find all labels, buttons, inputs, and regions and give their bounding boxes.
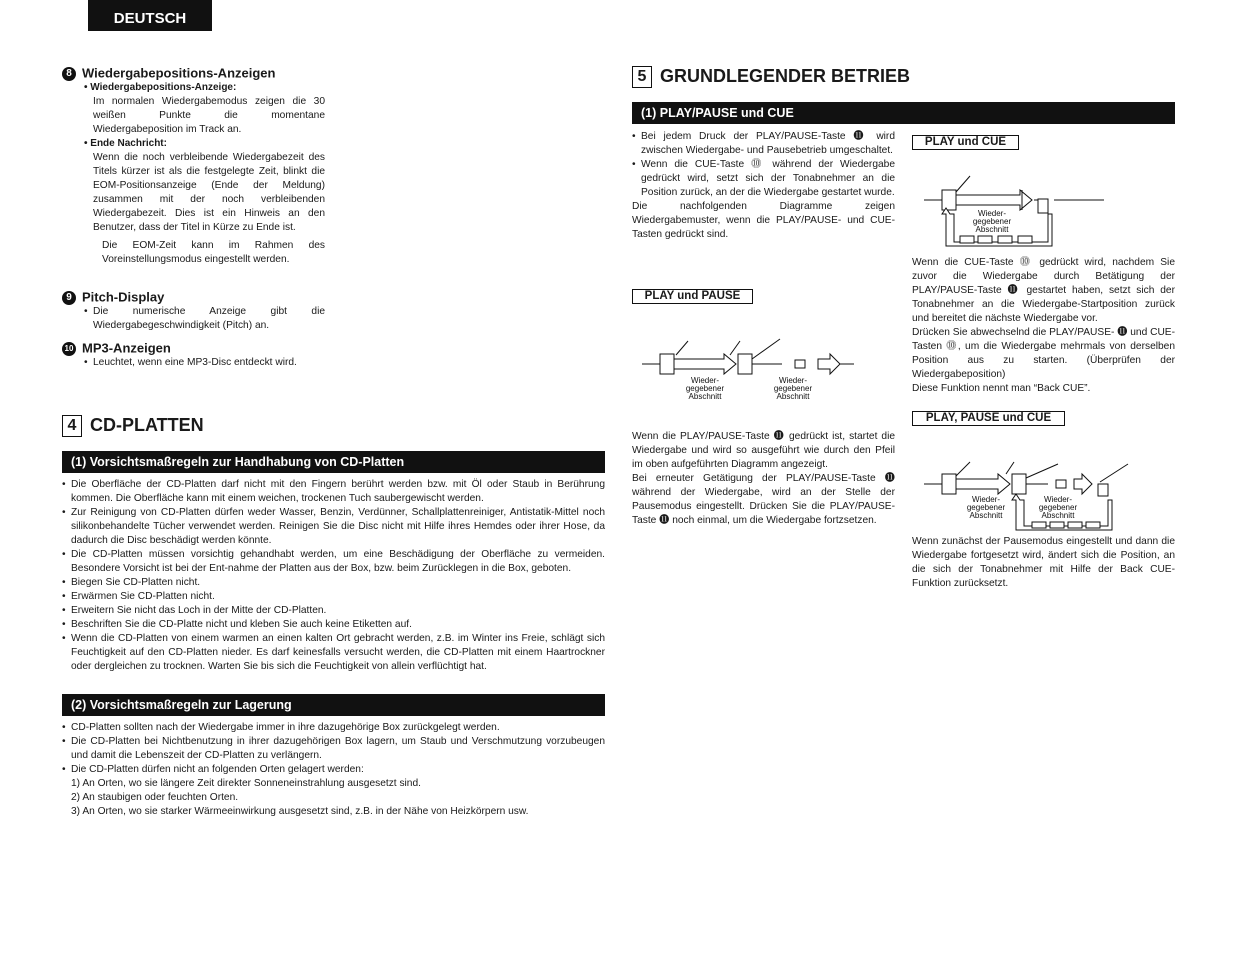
paragraph: Wenn die CUE-Taste ⓾ gedrückt wird, nachdem Sie zuvor die Wiedergabe durch Betätigung der PLAY/PAUSE-Taste ⓫ gestartet haben, setzt sich der Tonabnehmer an die Wiedergabe-Startposition zurück und bereitet die nächste Wiedergabe vor. [912, 257, 1175, 324]
item-8-body [84, 81, 325, 267]
right-text-lower [912, 535, 1175, 591]
section-4-title: CD-PLATTEN [90, 415, 204, 435]
diagram-pointer [1100, 464, 1128, 482]
list-item-text: Die Oberfläche der CD-Platten darf nicht mit den Fingern berührt werden bzw. mit Öl oder Staub in Berührung kommen. Die Oberfläche kann mit einem weichen, trockenen Tuch saubergewischt werden. [71, 479, 605, 504]
diagram-pointer [730, 341, 740, 355]
label-play-pause: PLAY und PAUSE [632, 289, 753, 304]
list-item: • Die numerische Anzeige gibt die Wiedergabegeschwindigkeit (Pitch) an. [84, 306, 325, 331]
diagram-arrow-resume [818, 354, 840, 374]
item-10-heading [62, 340, 324, 357]
item-8-heading [62, 65, 324, 82]
diagram-dot [998, 236, 1012, 243]
list-item-text: Zur Reinigung von CD-Platten dürfen weder Wasser, Benzin, Verdünner, Schallplattenreiniger, Antistatik-Mittel noch silikonbehandelte Tücher verwendet werden. Reinigen Sie die Disc nicht mit Hilfe ihres Hemdes oder ihrer Hose, da dadurch die Disc beschädigt werden könnte. [71, 507, 605, 546]
subsection-bar-handling: (1) Vorsichtsmaßregeln zur Handhabung von CD-Platten [62, 451, 605, 473]
diagram-dot [1018, 236, 1032, 243]
diagram-pointer [676, 341, 688, 355]
diagram-pointer [956, 462, 970, 476]
diagram-dot [1050, 522, 1064, 528]
item-10-body [84, 356, 325, 370]
diagram-block-pause [738, 354, 752, 374]
handling-list [62, 478, 605, 674]
paragraph: Die nachfolgenden Diagramme zeigen Wiedergabemuster, wenn die PLAY/PAUSE- und CUE-Tasten gedrückt sind. [632, 201, 895, 240]
subsection-bar-storage: (2) Vorsichtsmaßregeln zur Lagerung [62, 694, 605, 716]
place-item: 1) An Orten, wo sie längere Zeit direkter Sonneneinstrahlung ausgesetzt sind. [71, 778, 421, 789]
list-item-text: CD-Platten sollten nach der Wiedergabe immer in ihre dazugehörige Box zurückgelegt werden. [71, 722, 500, 733]
list-item: • Die CD-Platten bei Nichtbenutzung in ihrer dazugehörigen Box lagern, um Staub und Verschmutzung vorzubeugen und damit die Lebenszeit der CD-Platten zu verlängern. [62, 736, 605, 761]
section-5-heading [632, 65, 1032, 88]
item-number-10: 10 [62, 342, 76, 356]
item-number-9: 9 [62, 291, 76, 305]
list-item: • Biegen Sie CD-Platten nicht. [62, 577, 201, 588]
diagram-label: Wieder-gegebener Abschnitt [972, 209, 1012, 234]
storage-list [62, 721, 605, 819]
list-item-text: Erweitern Sie nicht das Loch in der Mitte der CD-Platten. [71, 605, 327, 616]
place-item: 2) An staubigen oder feuchten Orten. [71, 792, 239, 803]
diagram-play-pause-cue [912, 460, 1142, 534]
list-item-text: Die numerische Anzeige gibt die Wiedergabegeschwindigkeit (Pitch) an. [93, 306, 325, 331]
diagram-block-start [942, 190, 956, 210]
list-item-text: Biegen Sie CD-Platten nicht. [71, 577, 201, 588]
diagram-pointer [956, 176, 970, 192]
list-item: • Leuchtet, wenn eine MP3-Disc entdeckt wird. [84, 357, 297, 368]
paragraph: Drücken Sie abwechselnd die PLAY/PAUSE- ⓫ und CUE-Tasten ⓾, um die Wiedergabe mehrmals von derselben Position aus zu starten. (Überprüfen der Wiedergabeposition) [912, 327, 1175, 380]
list-item: • Die CD-Platten dürfen nicht an folgenden Orten gelagert werden: [62, 764, 364, 775]
paragraph: Wenn die PLAY/PAUSE-Taste ⓫ gedrückt ist, startet die Wiedergabe und wird so ausgeführt wie durch den Pfeil im oben aufgeführten Diagramm angezeigt. [632, 431, 895, 470]
list-item-text: Wenn die CUE-Taste ⓾ während der Wiedergabe gedrückt wird, setzt sich der Tonabnehmer an die Position zurück, an der die Wiedergabe gestartet wurde. [641, 159, 895, 198]
bullet-title: • Wiedergabepositions-Anzeige: [84, 82, 237, 93]
diagram-arrow-play [956, 190, 1032, 210]
list-item: • Bei jedem Druck der PLAY/PAUSE-Taste ⓫ wird zwischen Wiedergabe- und Pausebetrieb umgeschaltet. [632, 131, 895, 156]
item-9-heading [62, 289, 324, 306]
list-item-text: Beschriften Sie die CD-Platte nicht und kleben Sie auch keine Etiketten auf. [71, 619, 412, 630]
bullet-title-text: Ende Nachricht: [90, 138, 167, 149]
paragraph: Bei erneuter Getätigung der PLAY/PAUSE-Taste ⓫ während der Wiedergabe, wird an der Stelle der Pausemodus eingestellt. Drücken Sie die PLAY/PAUSE-Taste ⓫ noch einmal, um die Wiedergabe fortzsetzen. [632, 473, 895, 526]
item-number-8: 8 [62, 67, 76, 81]
diagram-pointer [752, 339, 780, 359]
section-number-5: 5 [632, 66, 652, 88]
diagram-marker [1038, 199, 1048, 213]
diagram-play-cue [912, 172, 1112, 248]
list-item: • Wenn die CUE-Taste ⓾ während der Wiedergabe gedrückt wird, setzt sich der Tonabnehmer an die Position zurück, an der die Wiedergabe gestartet wurde. [632, 159, 895, 198]
note-text: Die EOM-Zeit kann im Rahmen des Voreinstellungsmodus eingestellt werden. [102, 240, 325, 265]
diagram-dot [1032, 522, 1046, 528]
item-9-body [84, 305, 325, 333]
bullet-text: Im normalen Wiedergabemodus zeigen die 30 weißen Punkte die momentane Wiedergabeposition im Track an. [93, 96, 325, 135]
diagram-marker [1056, 480, 1066, 488]
bullet-text: Wenn die noch verbleibende Wiedergabezeit des Titels kürzer ist als die festgelegte Zeit, blinkt die EOM-Positionsanzeige (Ende der Meldung) zusammen mit der noch verbleibenden Wiedergabezeit. Dies ist ein Hinweis an den Benutzer, dass der Titel in Kürze zu Ende ist. [93, 152, 325, 233]
list-item: • Erweitern Sie nicht das Loch in der Mitte der CD-Platten. [62, 605, 327, 616]
diagram-dot [1086, 522, 1100, 528]
diagram-block-pause [1012, 474, 1026, 494]
diagram-arrow-resume [1074, 474, 1092, 494]
list-item-text: Die CD-Platten bei Nichtbenutzung in ihrer dazugehörigen Box lagern, um Staub und Verschmutzung vorzubeugen und damit die Lebenszeit der CD-Platten zu verlängern. [71, 736, 605, 761]
list-item-text: Leuchtet, wenn eine MP3-Disc entdeckt wird. [93, 357, 297, 368]
item-10-title: MP3-Anzeigen [82, 340, 171, 356]
list-item: • Erwärmen Sie CD-Platten nicht. [62, 591, 215, 602]
item-9-title: Pitch-Display [82, 289, 165, 305]
list-item: • CD-Platten sollten nach der Wiedergabe immer in ihre dazugehörige Box zurückgelegt werden. [62, 722, 500, 733]
paragraph: Wenn zunächst der Pausemodus eingestellt und dann die Wiedergabe fortgesetzt wird, ändert sich die Position, an die sich der Tonabnehmer mit Hilfe der Back CUE-Funktion zurücksetzt. [912, 536, 1175, 589]
label-play-pause-cue: PLAY, PAUSE und CUE [912, 411, 1065, 426]
list-item-text: Die CD-Platten müssen vorsichtig gehandhabt werden, um eine Beschädigung der Oberfläche zu vermeiden. Besondere Vorsicht ist bei der Ent-nahme der Platten aus der Box, bzw. beim Zurücklegen in die Box, geboten. [71, 549, 605, 574]
list-item: • Die Oberfläche der CD-Platten darf nicht mit den Fingern berührt werden bzw. mit Öl oder Staub in Berührung kommen. Die Oberfläche kann mit einem weichen, trockenen Tuch saubergewischt werden. [62, 479, 605, 504]
diagram-label: Wieder-gegebener Abschnitt [685, 376, 725, 401]
diagram-block-start [942, 474, 956, 494]
diagram-play-pause [632, 335, 862, 405]
diagram-label: Wieder-gegebener Abschnitt [773, 376, 813, 401]
diagram-pointer [1006, 462, 1014, 474]
places-list [62, 777, 605, 819]
list-item-text: Die CD-Platten dürfen nicht an folgenden Orten gelagert werden: [71, 764, 364, 775]
subsection-bar-play-pause-cue: (1) PLAY/PAUSE und CUE [632, 102, 1175, 124]
list-item-text: Wenn die CD-Platten von einem warmen an einen kalten Ort gebracht werden, z.B. im Winter ins Freie, schlägt sich Feuchtigkeit auf den CD-Platten nieder. Es darf keinesfalls versucht werden, die CD-Platten mit einem Haartrockner oder dergleichen zu trocknen. Warten Sie bis sich die Feuchtigkeit von allein verflüchtigt hat. [71, 633, 605, 672]
middle-text-column [632, 130, 895, 242]
bullet-title: • Ende Nachricht: [84, 138, 167, 149]
diagram-label: Wieder-gegebener Abschnitt [1038, 495, 1078, 520]
diagram-label: Wieder-gegebener Abschnitt [966, 495, 1006, 520]
section-number-4: 4 [62, 415, 82, 437]
paragraph: Diese Funktion nennt man “Back CUE”. [912, 383, 1091, 394]
diagram-marker [1098, 484, 1108, 496]
diagram-block-start [660, 354, 674, 374]
item-8-title: Wiedergabepositions-Anzeigen [82, 65, 276, 81]
diagram-pointer [1026, 464, 1058, 478]
diagram-arrow-play [674, 354, 736, 374]
bullet-title-text: Wiedergabepositions-Anzeige: [90, 82, 237, 93]
middle-text-lower [632, 430, 895, 528]
right-text-column [912, 256, 1175, 396]
diagram-arrow-play [956, 474, 1010, 494]
list-item: • Beschriften Sie die CD-Platte nicht und kleben Sie auch keine Etiketten auf. [62, 619, 412, 630]
diagram-marker [795, 360, 805, 368]
diagram-dot [978, 236, 992, 243]
place-item: 3) An Orten, wo sie starker Wärmeeinwirkung ausgesetzt sind, z.B. in der Nähe von Heizkörpern usw. [71, 806, 529, 817]
list-item-text: Bei jedem Druck der PLAY/PAUSE-Taste ⓫ wird zwischen Wiedergabe- und Pausebetrieb umgeschaltet. [641, 131, 895, 156]
section-5-title: GRUNDLEGENDER BETRIEB [660, 66, 911, 86]
list-item: • Die CD-Platten müssen vorsichtig gehandhabt werden, um eine Beschädigung der Oberfläche zu vermeiden. Besondere Vorsicht ist bei der Ent-nahme der Platten aus der Box, bzw. beim Zurücklegen in die Box, geboten. [62, 549, 605, 574]
label-play-cue: PLAY und CUE [912, 135, 1019, 150]
diagram-dot [960, 236, 974, 243]
language-tab: DEUTSCH [88, 0, 212, 31]
list-item: • Wenn die CD-Platten von einem warmen an einen kalten Ort gebracht werden, z.B. im Winter ins Freie, schlägt sich Feuchtigkeit auf den CD-Platten nieder. Es darf keinesfalls versucht werden, die CD-Platten mit einem Haartrockner oder dergleichen zu trocknen. Warten Sie bis sich die Feuchtigkeit von allein verflüchtigt hat. [62, 633, 605, 672]
list-item-text: Erwärmen Sie CD-Platten nicht. [71, 591, 215, 602]
list-item: • Zur Reinigung von CD-Platten dürfen weder Wasser, Benzin, Verdünner, Schallplattenreiniger, Antistatik-Mittel noch silikonbehandelte Tücher verwendet werden. Reinigen Sie die Disc nicht mit Hilfe ihres Hemdes oder ihrer Hose, da dadurch die Disc beschädigt werden könnte. [62, 507, 605, 546]
section-4-heading [62, 414, 362, 437]
diagram-dot [1068, 522, 1082, 528]
